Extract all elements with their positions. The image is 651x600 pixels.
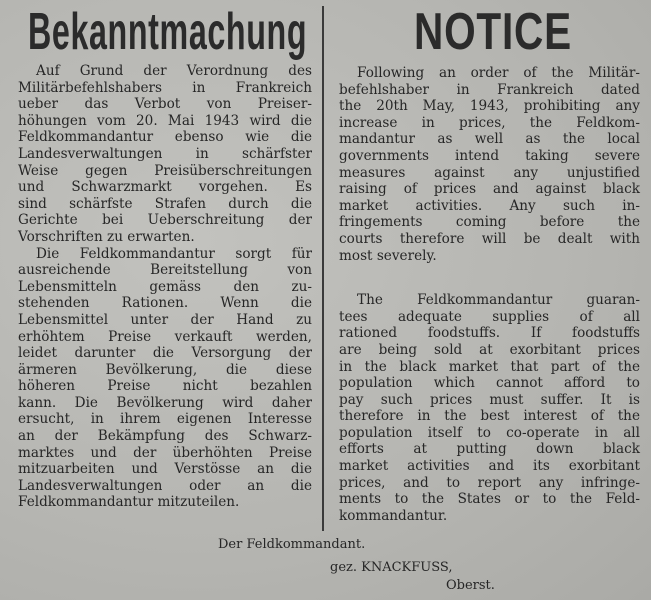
text-line: governments intend taking severe xyxy=(339,147,640,164)
text-line: sind schärfste Strafen durch die xyxy=(18,195,312,212)
text-line: Vorschriften zu erwarten. xyxy=(18,228,195,245)
text-line: Following an order of the Militär- xyxy=(357,65,640,81)
german-paragraph xyxy=(18,63,312,246)
text-line: market activities and its exorbitant xyxy=(339,458,640,475)
english-paragraph xyxy=(339,65,640,264)
signature-rank: Oberst. xyxy=(446,578,495,593)
text-line: Feldkommandantur mitzuteilen. xyxy=(18,494,240,511)
text-line: marktes und der überhöhten Preise xyxy=(18,444,312,461)
text-line: measures against any unjustified xyxy=(339,164,640,181)
text-line: mitzuarbeiten und Verstösse an die xyxy=(18,461,312,478)
text-line: kann. Die Bevölkerung wird daher xyxy=(18,394,312,411)
text-line: raising of prices and against black xyxy=(339,181,640,198)
text-line: ments to the States or to the Feld- xyxy=(339,491,640,508)
text-line: pay such prices must suffer. It is xyxy=(339,391,640,408)
text-line: mandantur as well as the local xyxy=(339,131,640,148)
text-line: population which cannot afford to xyxy=(339,375,640,392)
text-line: und Schwarzmarkt vorgehen. Es xyxy=(18,179,312,196)
text-line: Landesverwaltungen in schärfster xyxy=(18,145,312,162)
text-line: höhungen vom 20. Mai 1943 wird die xyxy=(18,112,312,129)
text-line: the 20th May, 1943, prohibiting any xyxy=(339,98,640,115)
text-line: Auf Grund der Verordnung des xyxy=(36,63,312,79)
english-text-column xyxy=(339,65,640,524)
text-line: ausreichende Bereitstellung von xyxy=(18,262,312,279)
text-line: Lebensmitteln gemäss den zu- xyxy=(18,278,312,295)
text-line: are being sold at exorbitant prices xyxy=(339,341,640,358)
text-line: The Feldkommandantur guaran- xyxy=(357,292,640,309)
text-line: courts therefore will be dealt with xyxy=(339,230,640,247)
column-divider xyxy=(322,6,324,531)
text-line: tees adequate supplies of all xyxy=(339,308,640,325)
text-line: Landesverwaltungen oder an die xyxy=(18,477,312,494)
text-line: ersucht, in ihrem eigenen Interesse xyxy=(18,411,312,428)
english-title: NOTICE xyxy=(414,3,572,61)
text-line: rationed foodstuffs. If foodstuffs xyxy=(339,325,640,342)
text-line: Gerichte bei Ueberschreitung der xyxy=(18,212,312,229)
text-line: in the black market that part of the xyxy=(339,358,640,375)
text-line: höheren Preise nicht bezahlen xyxy=(18,378,312,395)
text-line: befehlshaber in Frankreich dated xyxy=(339,81,640,98)
german-paragraph xyxy=(18,246,312,512)
text-line: kommandantur. xyxy=(339,507,448,524)
german-title: Bekanntmachung xyxy=(28,3,308,61)
signature-office: Der Feldkommandant. xyxy=(218,537,366,552)
signature-name: gez. KNACKFUSS, xyxy=(330,560,453,575)
text-line: an der Bekämpfung des Schwarz- xyxy=(18,428,312,445)
text-line: Militärbefehlshabers in Frankreich xyxy=(18,79,312,96)
english-paragraph xyxy=(339,292,640,524)
text-line: fringements coming before the xyxy=(339,214,640,231)
text-line: Lebensmittel unter der Hand zu xyxy=(18,311,312,328)
text-line: stehenden Rationen. Wenn die xyxy=(18,295,312,312)
text-line: most severely. xyxy=(339,247,437,264)
text-line: Weise gegen Preisüberschreitungen xyxy=(18,162,312,179)
text-line: erhöhtem Preise verkauft werden, xyxy=(18,328,312,345)
text-line: efforts at putting down black xyxy=(339,441,640,458)
text-line: ärmeren Bevölkerung, die diese xyxy=(18,361,312,378)
paragraph-gap xyxy=(339,264,640,292)
text-line: therefore in the best interest of the xyxy=(339,408,640,425)
text-line: market activities. Any such in- xyxy=(339,197,640,214)
text-line: prices, and to report any infringe- xyxy=(339,474,640,491)
german-text-column xyxy=(18,63,312,511)
text-line: leidet darunter die Versorgung der xyxy=(18,345,312,362)
text-line: ueber das Verbot von Preiser- xyxy=(18,96,312,113)
text-line: Feldkommandantur ebenso wie die xyxy=(18,129,312,146)
text-line: Die Feldkommandantur sorgt für xyxy=(36,245,312,262)
text-line: population itself to co-operate in all xyxy=(339,424,640,441)
text-line: increase in prices, the Feldkom- xyxy=(339,114,640,131)
